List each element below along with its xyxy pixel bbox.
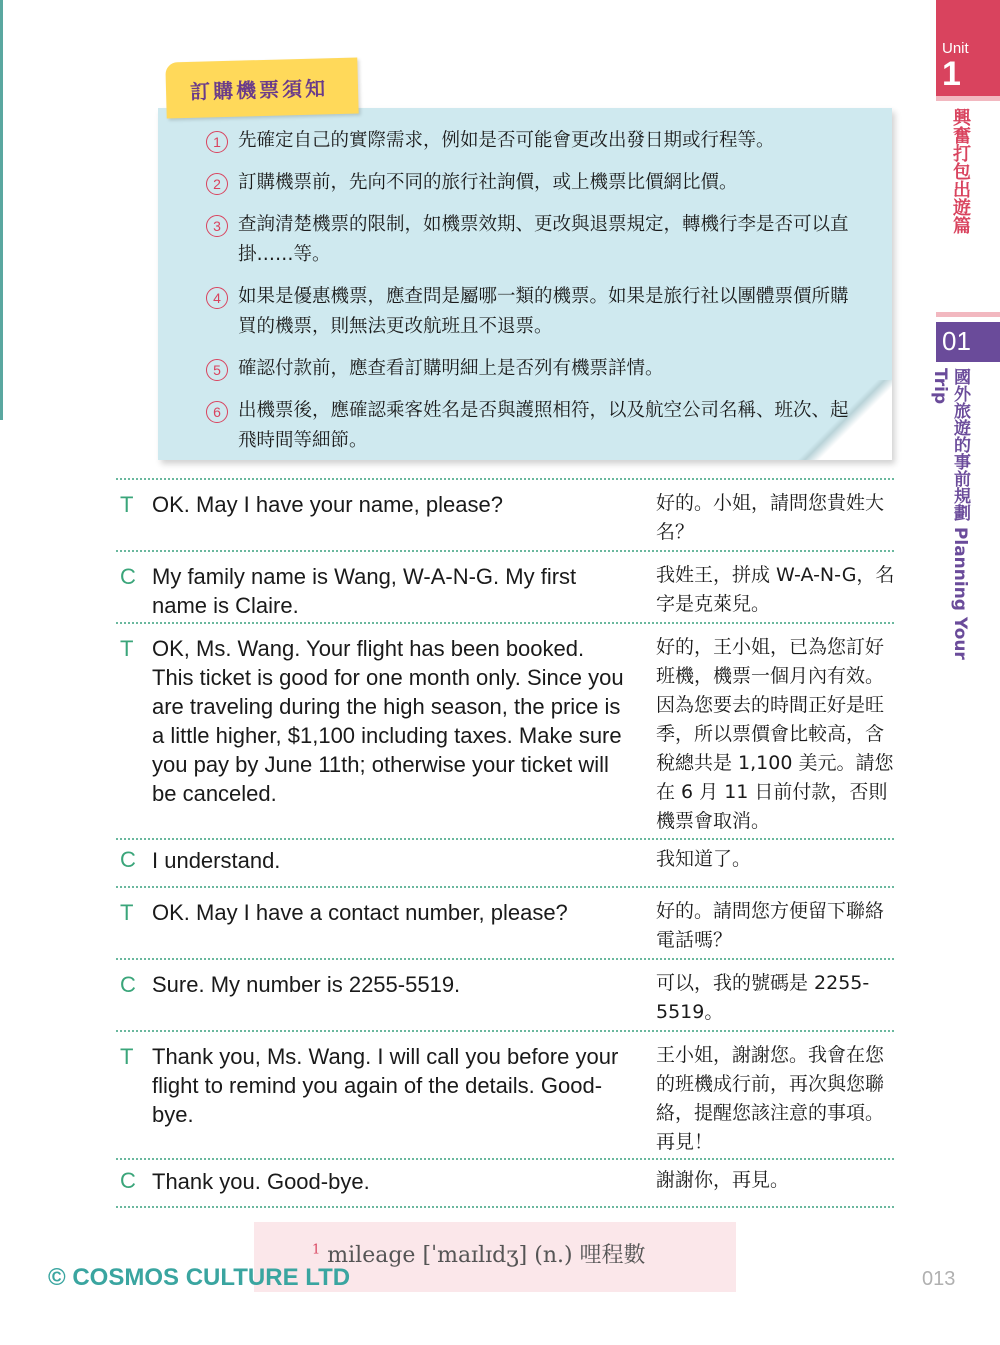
notice-item-text: 確認付款前，應查看訂購明細上是否列有機票詳情。: [238, 358, 664, 379]
circled-number: 4: [206, 287, 228, 309]
dialogue-row: [116, 1030, 894, 1158]
circled-number: 6: [206, 401, 228, 423]
dialogue-row: [116, 622, 894, 838]
notice-list: [206, 126, 856, 468]
speaker-label: T: [120, 900, 134, 925]
english-line: Sure. My number is 2255-5519.: [152, 972, 461, 997]
dialogue-table: [116, 478, 894, 1208]
notice-item-text: 查詢清楚機票的限制，如機票效期、更改與退票規定，轉機行李是否可以直掛……等。: [238, 214, 849, 265]
notice-item-text: 訂購機票前，先向不同的旅行社詢價，或上機票比價網比價。: [238, 172, 738, 193]
speaker-label: T: [120, 492, 134, 517]
unit-word: Unit: [942, 40, 969, 57]
circled-number: 2: [206, 173, 228, 195]
chapter-number: 01: [942, 326, 971, 356]
dialogue-row: [116, 478, 894, 550]
dialogue-row: [116, 550, 894, 622]
unit-number: 1: [942, 55, 961, 93]
notice-item: [206, 396, 856, 456]
chinese-line: 謝謝你，再見。: [656, 1169, 790, 1191]
chinese-line: 王小姐，謝謝您。我會在您的班機成行前，再次與您聯絡，提醒您該注意的事項。再見！: [656, 1044, 885, 1153]
speaker-label: C: [120, 564, 136, 589]
english-line: OK, Ms. Wang. Your flight has been booked. This ticket is good for one month only. Since you are traveling during the high season, the price is a little higher, $1,100 including taxes. Make sure you pay by June 11th; otherwise your ticket will be canceled.: [152, 636, 624, 806]
notice-item-text: 先確定自己的實際需求，例如是否可能會更改出發日期或行程等。: [238, 130, 775, 151]
notice-item-text: 出機票後，應確認乘客姓名是否與護照相符，以及航空公司名稱、班次、起飛時間等細節。: [238, 400, 849, 451]
circled-number: 1: [206, 131, 228, 153]
unit-tab: [936, 0, 1000, 96]
notice-item: [206, 168, 856, 198]
speaker-label: C: [120, 847, 136, 872]
footnote-number: 1: [312, 1242, 321, 1258]
speaker-label: C: [120, 1168, 136, 1193]
copyright-watermark: © COSMOS CULTURE LTD: [48, 1264, 351, 1291]
dialogue-row: [116, 958, 894, 1030]
chinese-line: 我知道了。: [656, 848, 752, 870]
dialogue-row: [116, 886, 894, 958]
notice-title: 訂購機票須知: [189, 76, 329, 104]
english-line: I understand.: [152, 848, 281, 873]
chapter-title: 國外旅遊的事前規劃 Planning Your Trip: [930, 368, 970, 660]
english-line: Thank you, Ms. Wang. I will call you before your flight to remind you again of the details. Good-bye.: [152, 1044, 619, 1127]
footnote: [312, 1238, 646, 1269]
notice-item: [206, 354, 856, 384]
speaker-label: T: [120, 1044, 134, 1069]
dialogue-row: [116, 838, 894, 886]
page-number: 013: [922, 1268, 956, 1290]
notice-title-tag: [165, 57, 358, 118]
chapter-tab-stripe: [936, 312, 1000, 317]
unit-tab-stripe: [936, 96, 1000, 101]
chinese-line: 好的，王小姐，已為您訂好班機，機票一個月內有效。因為您要去的時間正好是旺季，所以票價會比較高，含稅總共是 1,100 美元。請您在 6 月 11 日前付款，否則機票會取消。: [656, 636, 894, 832]
unit-title: 興奮打包出遊篇: [950, 108, 971, 234]
dialogue-row: [116, 1158, 894, 1208]
english-line: OK. May I have your name, please?: [152, 492, 503, 517]
chapter-tab: [936, 322, 1000, 362]
footnote-text: mileage [ˈmaɪlɪdʒ] (n.) 哩程數: [327, 1243, 646, 1268]
chinese-line: 我姓王，拼成 W-A-N-G，名字是克萊兒。: [656, 564, 895, 615]
english-line: My family name is Wang, W-A-N-G. My first name is Claire.: [152, 564, 577, 618]
circled-number: 3: [206, 215, 228, 237]
notice-item: [206, 126, 856, 156]
chinese-line: 好的。小姐，請問您貴姓大名？: [656, 492, 885, 543]
notice-item: [206, 282, 856, 342]
circled-number: 5: [206, 359, 228, 381]
speaker-label: C: [120, 972, 136, 997]
english-line: OK. May I have a contact number, please?: [152, 900, 568, 925]
notice-item-text: 如果是優惠機票，應查問是屬哪一類的機票。如果是旅行社以團體票價所購買的機票，則無法更改航班且不退票。: [238, 286, 849, 337]
english-line: Thank you. Good-bye.: [152, 1169, 370, 1194]
left-margin-rule: [0, 0, 3, 420]
chinese-line: 好的。請問您方便留下聯絡電話嗎？: [656, 900, 885, 951]
speaker-label: T: [120, 636, 134, 661]
notice-item: [206, 210, 856, 270]
chinese-line: 可以，我的號碼是 2255-5519。: [656, 972, 870, 1023]
